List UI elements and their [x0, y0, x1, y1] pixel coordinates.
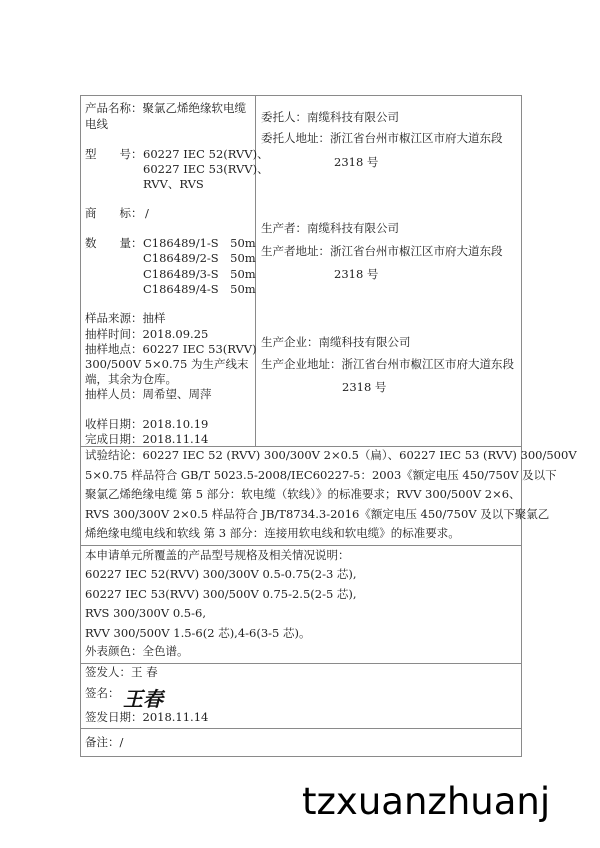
producer-address: 生产者地址：浙江省台州市椒江区市府大道东段	[261, 244, 503, 258]
handwritten-signature: 王春	[123, 687, 163, 711]
divider	[80, 663, 522, 664]
sample-time: 抽样时间：2018.09.25	[85, 327, 209, 341]
producer: 生产者：南缆科技有限公司	[261, 221, 399, 235]
table-border-bottom	[80, 756, 522, 757]
quantity-value: C186489/3-S 50m	[143, 267, 256, 281]
conclusion-line: 烯绝缘电缆电线和软线 第 3 部分：连接用软电线和软电缆》的标准要求。	[85, 526, 460, 540]
model-value: 60227 IEC 53(RVV)、	[143, 162, 269, 176]
model-label: 型 号：	[85, 147, 143, 161]
coverage-line: 本申请单元所覆盖的产品型号规格及相关情况说明：	[85, 548, 350, 562]
completed-date: 完成日期：2018.11.14	[85, 432, 209, 446]
conclusion-line: 试验结论：60227 IEC 52 (RVV) 300/300V 2×0.5（扁）、60227 IEC 53 (RVV) 300/500V	[85, 448, 577, 462]
signature-label: 签名：	[85, 686, 120, 700]
conclusion-line: 聚氯乙烯绝缘电缆 第 5 部分：软电缆（软线）》的标准要求；RVV 300/500V 2×6、	[85, 487, 521, 501]
coverage-line: 外表颜色：全色谱。	[85, 644, 189, 658]
received-date: 收样日期：2018.10.19	[85, 417, 209, 431]
enterprise-address-cont: 2318 号	[342, 380, 387, 394]
watermark: tzxuanzhuanj	[302, 780, 551, 823]
product-name-cont: 电线	[85, 117, 108, 131]
sample-source: 样品来源：抽样	[85, 311, 166, 325]
brand-label: 商 标：	[85, 206, 143, 220]
model-value: RVV、RVS	[143, 177, 204, 191]
conclusion-line: RVS 300/300V 2×0.5 样品符合 JB/T8734.3-2016《额定电压 450/750V 及以下聚氯乙	[85, 507, 550, 521]
table-border-left	[80, 95, 81, 756]
sampler: 抽样人员：周希望、周萍	[85, 387, 212, 401]
coverage-line: 60227 IEC 53(RVV) 300/500V 0.75-2.5(2-5 芯),	[85, 587, 357, 601]
sample-place: 抽样地点：60227 IEC 53(RVV)	[85, 342, 257, 356]
quantity-value: C186489/2-S 50m	[143, 251, 256, 265]
product-name: 产品名称：聚氯乙烯绝缘软电缆	[85, 101, 246, 115]
client-address: 委托人地址：浙江省台州市椒江区市府大道东段	[261, 131, 503, 145]
divider	[80, 728, 522, 729]
conclusion-line: 5×0.75 样品符合 GB/T 5023.5-2008/IEC60227-5：2003《额定电压 450/750V 及以下	[85, 468, 557, 482]
quantity-label: 数 量：	[85, 236, 143, 250]
issue-date: 签发日期：2018.11.14	[85, 710, 209, 724]
sample-place-cont: 300/500V 5×0.75 为生产线末	[85, 357, 249, 371]
quantity-value: C186489/1-S 50m	[143, 236, 256, 250]
enterprise: 生产企业：南缆科技有限公司	[261, 335, 411, 349]
brand-value: /	[145, 206, 149, 220]
coverage-line: RVS 300/300V 0.5-6,	[85, 606, 206, 620]
client-address-cont: 2318 号	[334, 155, 379, 169]
enterprise-address: 生产企业地址：浙江省台州市椒江区市府大道东段	[261, 357, 514, 371]
issuer: 签发人：王 春	[85, 665, 158, 679]
sample-place-cont: 端，其余为仓库。	[85, 372, 177, 386]
notes: 备注：/	[85, 735, 124, 749]
coverage-line: RVV 300/500V 1.5-6(2 芯),4-6(3-5 芯)。	[85, 626, 311, 640]
coverage-line: 60227 IEC 52(RVV) 300/300V 0.5-0.75(2-3 芯),	[85, 567, 357, 581]
divider	[80, 446, 522, 447]
table-border-top	[80, 95, 522, 96]
producer-address-cont: 2318 号	[334, 267, 379, 281]
quantity-value: C186489/4-S 50m	[143, 282, 256, 296]
table-border-right	[521, 95, 522, 756]
divider	[80, 545, 522, 546]
client: 委托人：南缆科技有限公司	[261, 110, 399, 124]
model-value: 60227 IEC 52(RVV)、	[143, 147, 269, 161]
